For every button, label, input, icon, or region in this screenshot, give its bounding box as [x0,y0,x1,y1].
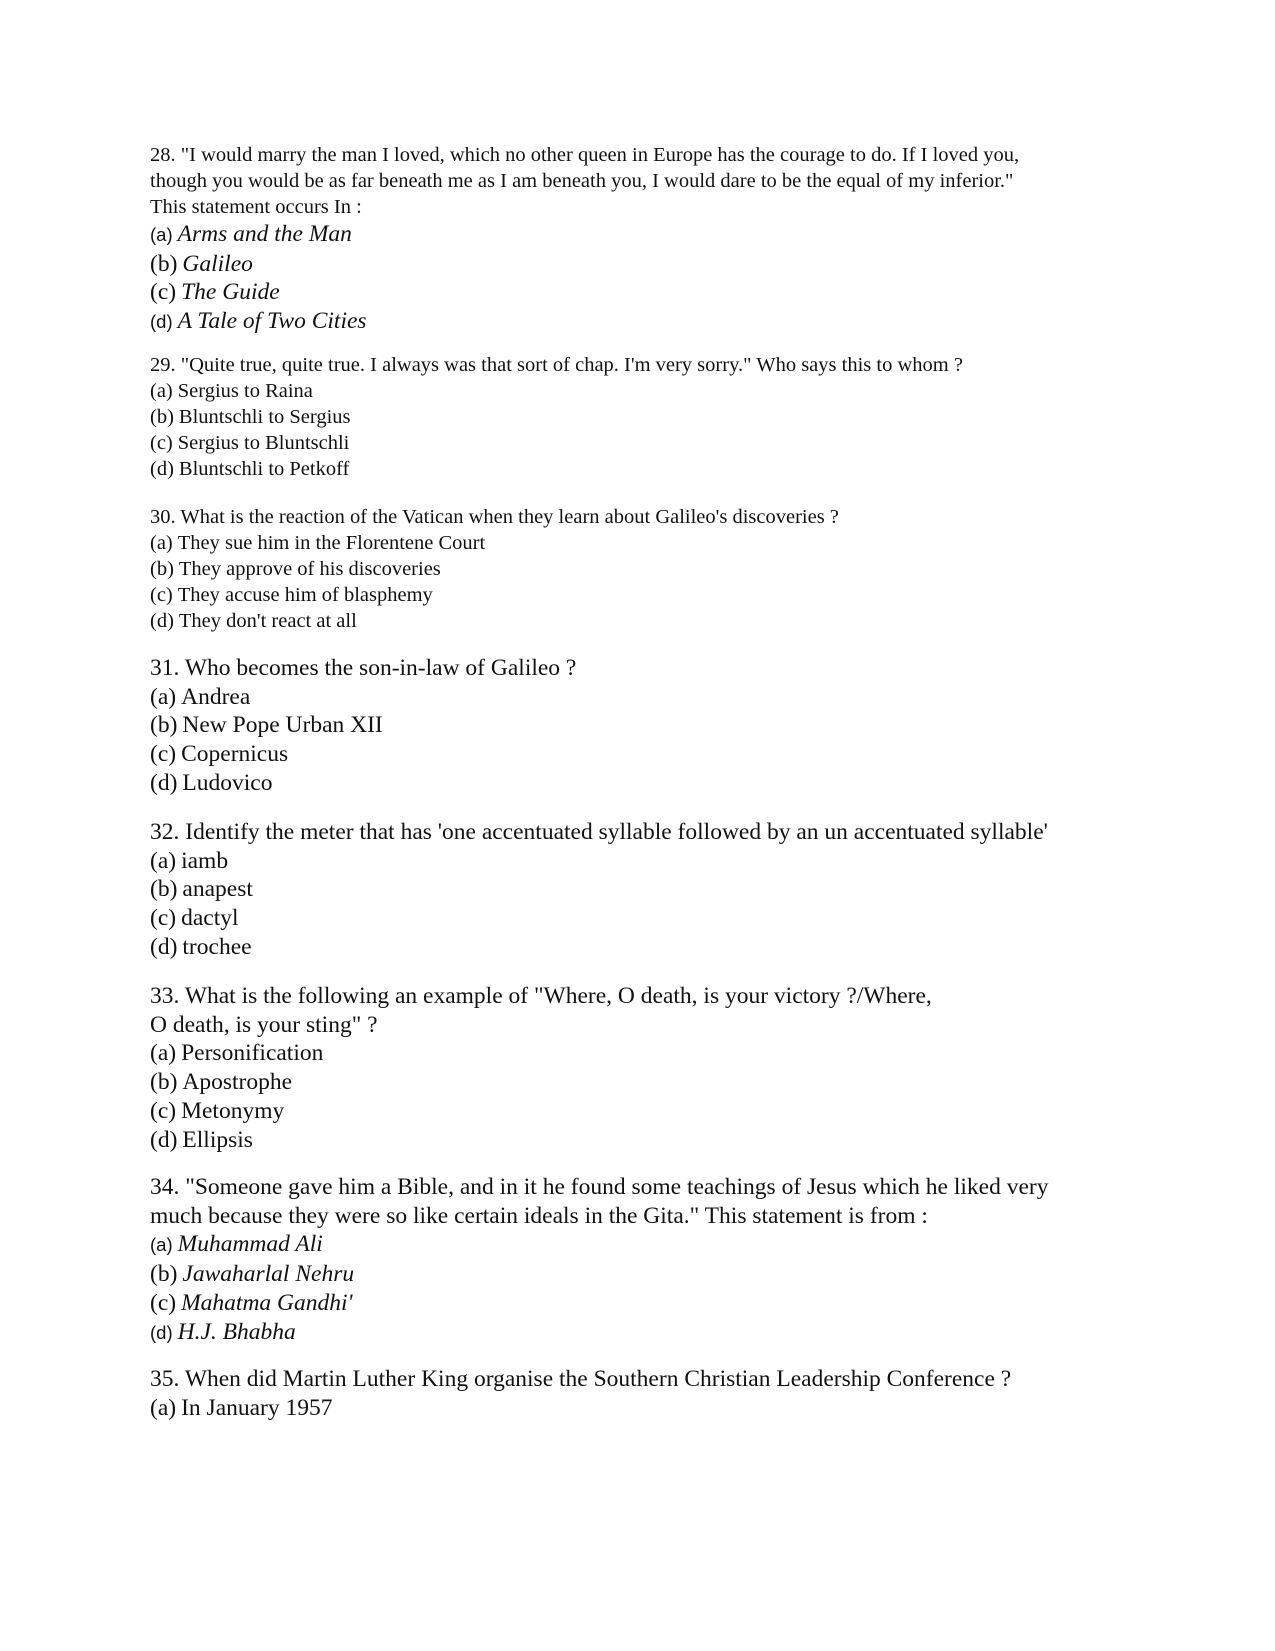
option-b [150,875,1150,904]
option-label: (b) [150,558,174,580]
option-a [150,530,1150,556]
question-text: O death, is your sting" ? [150,1011,378,1038]
question-text: 33. What is the following an example of "Where, O death, is your victory ?/Where, [150,983,932,1009]
option-label: (b) [150,1069,178,1096]
option-text: They accuse him of blasphemy [177,584,433,606]
option-label: (d) [150,1126,178,1153]
option-a [150,847,1150,876]
question-31 [150,654,1150,798]
question-32 [150,818,1150,962]
option-a [150,1394,1150,1423]
option-c [150,430,1150,456]
option-text: anapest [182,876,253,903]
option-label: (d) [150,458,174,480]
option-c [150,582,1150,608]
option-text: H.J. Bhabha [177,1318,296,1345]
question-34 [150,1173,1150,1347]
question-35 [150,1365,1150,1422]
option-text: trochee [182,933,252,960]
option-text: Personification [181,1040,324,1067]
question-text: 29. "Quite true, quite true. I always was that sort of chap. I'm very sorry." Who says this to whom ? [150,354,963,376]
option-label: (d) [150,1321,173,1343]
question-text: much because they were so like certain ideals in the Gita." This statement is from : [150,1202,928,1229]
option-b [150,1068,1150,1097]
option-d [150,769,1150,798]
option-label: (d) [150,933,178,960]
option-label: (c) [150,741,177,768]
option-text: Sergius to Bluntschli [177,432,350,454]
option-c [150,1097,1150,1126]
option-text: They don't react at all [178,610,357,632]
question-text: 30. What is the reaction of the Vatican when they learn about Galileo's discoveries ? [150,506,839,528]
option-text: Sergius to Raina [177,380,313,402]
option-label: (b) [150,712,178,739]
option-a [150,1039,1150,1068]
option-d [150,1318,1150,1348]
option-label: (c) [150,1289,177,1316]
option-text: Bluntschli to Sergius [178,406,351,428]
option-text: iamb [181,847,229,874]
option-a [150,220,1150,250]
option-label: (b) [150,876,178,903]
option-b [150,250,1150,279]
option-c [150,740,1150,769]
option-text: Andrea [181,683,251,710]
option-b [150,556,1150,582]
option-text: They approve of his discoveries [178,558,441,580]
option-text: Ellipsis [182,1126,253,1153]
option-label: (a) [150,1394,177,1421]
option-label: (d) [150,311,173,333]
option-label: (b) [150,250,178,277]
option-a [150,1230,1150,1260]
question-text: 28. "I would marry the man I loved, which no other queen in Europe has the courage to do. If I loved you, [150,144,1020,166]
option-label: (a) [150,847,177,874]
question-text: though you would be as far beneath me as I am beneath you, I would dare to be the equal of my inferior." [150,170,1014,192]
option-label: (d) [150,769,178,796]
options-list [150,220,1150,337]
question-30 [150,504,1150,634]
option-label: (b) [150,1261,178,1288]
option-text: Arms and the Man [177,221,352,247]
option-d [150,608,1150,634]
option-label: (a) [150,1234,173,1256]
option-text: A Tale of Two Cities [177,308,367,335]
option-text: Metonymy [181,1097,285,1124]
option-label: (b) [150,406,174,428]
option-label: (c) [150,584,173,606]
question-text: 31. Who becomes the son-in-law of Galileo ? [150,655,577,681]
option-c [150,278,1150,307]
question-text: 35. When did Martin Luther King organise the Southern Christian Leadership Conference ? [150,1366,1012,1392]
option-d [150,933,1150,962]
option-text: Muhammad Ali [177,1231,323,1258]
option-c [150,1289,1150,1318]
option-b [150,404,1150,430]
option-label: (c) [150,432,173,454]
option-d [150,307,1150,337]
option-text: Apostrophe [182,1069,293,1096]
option-a [150,378,1150,404]
option-b [150,711,1150,740]
option-a [150,683,1150,712]
question-28 [150,142,1150,337]
option-label: (a) [150,224,173,245]
option-d [150,456,1150,482]
option-label: (d) [150,610,174,632]
option-text: Ludovico [182,769,273,796]
question-29 [150,352,1150,482]
option-text: Mahatma Gandhi' [181,1289,353,1316]
option-text: dactyl [181,905,239,932]
option-label: (c) [150,905,177,932]
option-text: New Pope Urban XII [182,712,383,739]
question-text: This statement occurs In : [150,196,362,218]
question-33 [150,982,1150,1154]
option-text: They sue him in the Florentene Court [177,532,486,554]
question-text: 34. "Someone gave him a Bible, and in it he found some teachings of Jesus which he liked very [150,1174,1049,1200]
option-label: (c) [150,1097,177,1124]
option-text: The Guide [181,279,280,306]
option-b [150,1260,1150,1289]
option-d [150,1126,1150,1155]
option-text: In January 1957 [181,1394,333,1421]
option-label: (a) [150,683,177,710]
option-text: Bluntschli to Petkoff [178,458,350,480]
option-label: (c) [150,279,177,306]
option-text: Galileo [182,250,253,277]
option-label: (a) [150,380,173,402]
question-text: 32. Identify the meter that has 'one accentuated syllable followed by an un accentuated syllable' [150,819,1048,845]
option-text: Jawaharlal Nehru [182,1261,355,1288]
option-c [150,904,1150,933]
option-label: (a) [150,1040,177,1067]
option-label: (a) [150,532,173,554]
option-text: Copernicus [181,741,289,768]
